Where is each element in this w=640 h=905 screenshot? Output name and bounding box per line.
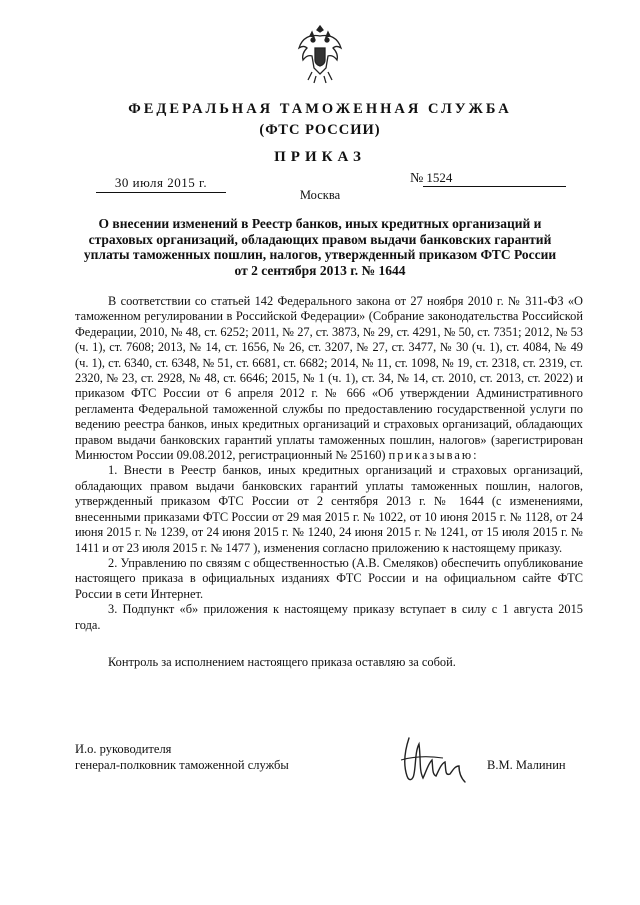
order-date-value: 30 июля 2015 г.	[96, 175, 226, 193]
item-3: 3. Подпункт «б» приложения к настоящему приказу вступает в силу с 1 августа 2015 года.	[75, 602, 583, 632]
handwritten-signature-icon	[395, 730, 475, 790]
order-body	[75, 294, 583, 670]
signatory-position	[75, 741, 289, 773]
document-type: ПРИКАЗ	[274, 149, 366, 165]
title-line: О внесении изменений в Реестр банков, иных кредитных организаций и	[98, 216, 542, 231]
title-line: от 2 сентября 2013 г. № 1644	[234, 262, 406, 278]
item-2: 2. Управлению по связям с общественностью (А.В. Смеляков) обеспечить опубликование настоящего приказа в официальных изданиях ФТС России и на официальном сайте ФТС России в сети Интернет.	[75, 555, 583, 601]
order-title	[60, 216, 580, 278]
russian-coat-of-arms-icon	[296, 22, 344, 86]
number-sign: №	[410, 171, 424, 186]
directive-word: приказываю:	[388, 448, 479, 463]
preamble-text: В соответствии со статьей 142 Федерального закона от 27 ноября 2010 г. № 311-ФЗ «О таможенном регулировании в Российской Федерации» (Собрание законодательства Российской Федерации, 2010, № 48, ст. 6252; 2011, № 27, ст. 3873, № 29, ст. 4291, № 50, ст. 7351; 2012, № 53 (ч. 1), ст. 7608; 2013, № 14, ст. 1656, № 26, ст. 3207, № 27, ст. 3477, № 30 (ч. 1), ст. 4084, № 49 (ч. 1), ст. 6340, ст. 6348, № 51, ст. 6681, ст. 6682; 2014, № 11, ст. 1098, № 19, ст. 2318, ст. 2319, ст. 2320, № 23, ст. 2928, № 48, ст. 6646; 2015, № 1 (ч. 1), ст. 34, № 14, ст. 2010, ст. 2013, ст. 2022) и приказом ФТС России от 6 апреля 2012 г. № 666 «Об утверждении Административного регламента Федеральной таможенной службы по предоставлению государственной услуги по ведению реестра банков, иных кредитных организаций и страховых организаций, обладающих правом выдачи банковских гарантий уплаты таможенных пошлин, налогов» (зарегистрирован Минюстом России 09.08.2012, регистрационный № 25160)	[75, 294, 583, 463]
signatory-name: В.М. Малинин	[487, 758, 566, 772]
title-line: страховых организаций, обладающих правом выдачи банковских гарантий	[88, 231, 552, 247]
organization-name: ФЕДЕРАЛЬНАЯ ТАМОЖЕННАЯ СЛУЖБА	[128, 101, 512, 117]
signatory-position-line2: генерал-полковник таможенной службы	[75, 758, 289, 772]
city: Москва	[299, 188, 341, 202]
order-number-value: 1524	[423, 170, 566, 187]
preamble-paragraph	[75, 294, 583, 463]
item-1: 1. Внести в Реестр банков, иных кредитных организаций и страховых организаций, обладающих правом выдачи банковских гарантий уплаты таможенных пошлин, налогов, утвержденный приказом ФТС России от 2 сентября 2013 г. № 1644 (с изменениями, внесенными приказами ФТС России от 29 мая 2015 г. № 1022, от 10 июня 2015 г. № 1128, от 24 июня 2015 г. № 1239, от 24 июня 2015 г. № 1240, 24 июня 2015 г. № 1241, от 15 июля 2015 г. № 1411 и от 23 июля 2015 г. № 1477 ), изменения согласно приложению к настоящему приказу.	[75, 463, 583, 555]
organization-short-name: (ФТС РОССИИ)	[259, 122, 381, 138]
control-paragraph: Контроль за исполнением настоящего приказа оставляю за собой.	[108, 654, 456, 669]
title-line: уплаты таможенных пошлин, налогов, утвержденный приказом ФТС России	[83, 247, 557, 262]
signatory-position-line1: И.о. руководителя	[75, 742, 172, 756]
order-number	[410, 170, 566, 187]
